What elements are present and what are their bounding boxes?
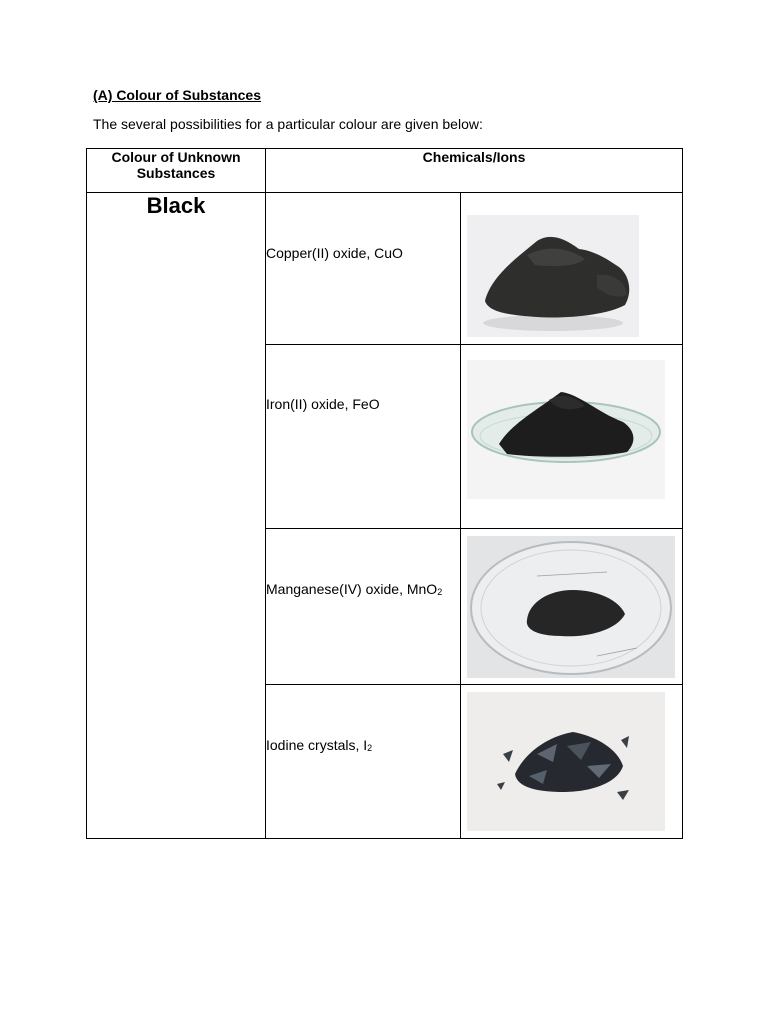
header-chemicals: Chemicals/Ions: [266, 149, 683, 193]
chemical-image-cell: [461, 345, 683, 529]
chemical-name: Iron(II) oxide, FeO: [266, 396, 380, 412]
chemical-name: Manganese(IV) oxide, MnO$_2$: [266, 581, 443, 597]
section-heading: (A) Colour of Substances: [93, 87, 262, 103]
chemical-name-cell: [266, 685, 461, 839]
iron-oxide-photo: [467, 360, 665, 499]
colour-cell: [87, 193, 266, 839]
chemical-name-cell: [266, 529, 461, 685]
manganese-oxide-photo: [467, 536, 675, 678]
chemical-name-cell: [266, 193, 461, 345]
section-intro: The several possibilities for a particular colour are given below:: [93, 116, 483, 132]
chemical-image-cell: [461, 193, 683, 345]
colour-table: [86, 148, 683, 839]
chemical-image-cell: [461, 529, 683, 685]
chemical-image-cell: [461, 685, 683, 839]
chemical-name-cell: [266, 345, 461, 529]
chemical-name: Copper(II) oxide, CuO: [266, 245, 403, 261]
header-colour: Colour of Unknown Substances: [87, 149, 266, 193]
colour-label: Black: [146, 193, 206, 218]
copper-oxide-photo: [467, 215, 639, 337]
chemical-name: Iodine crystals, $I_2$: [266, 737, 373, 753]
iodine-crystals-photo: [467, 692, 665, 831]
